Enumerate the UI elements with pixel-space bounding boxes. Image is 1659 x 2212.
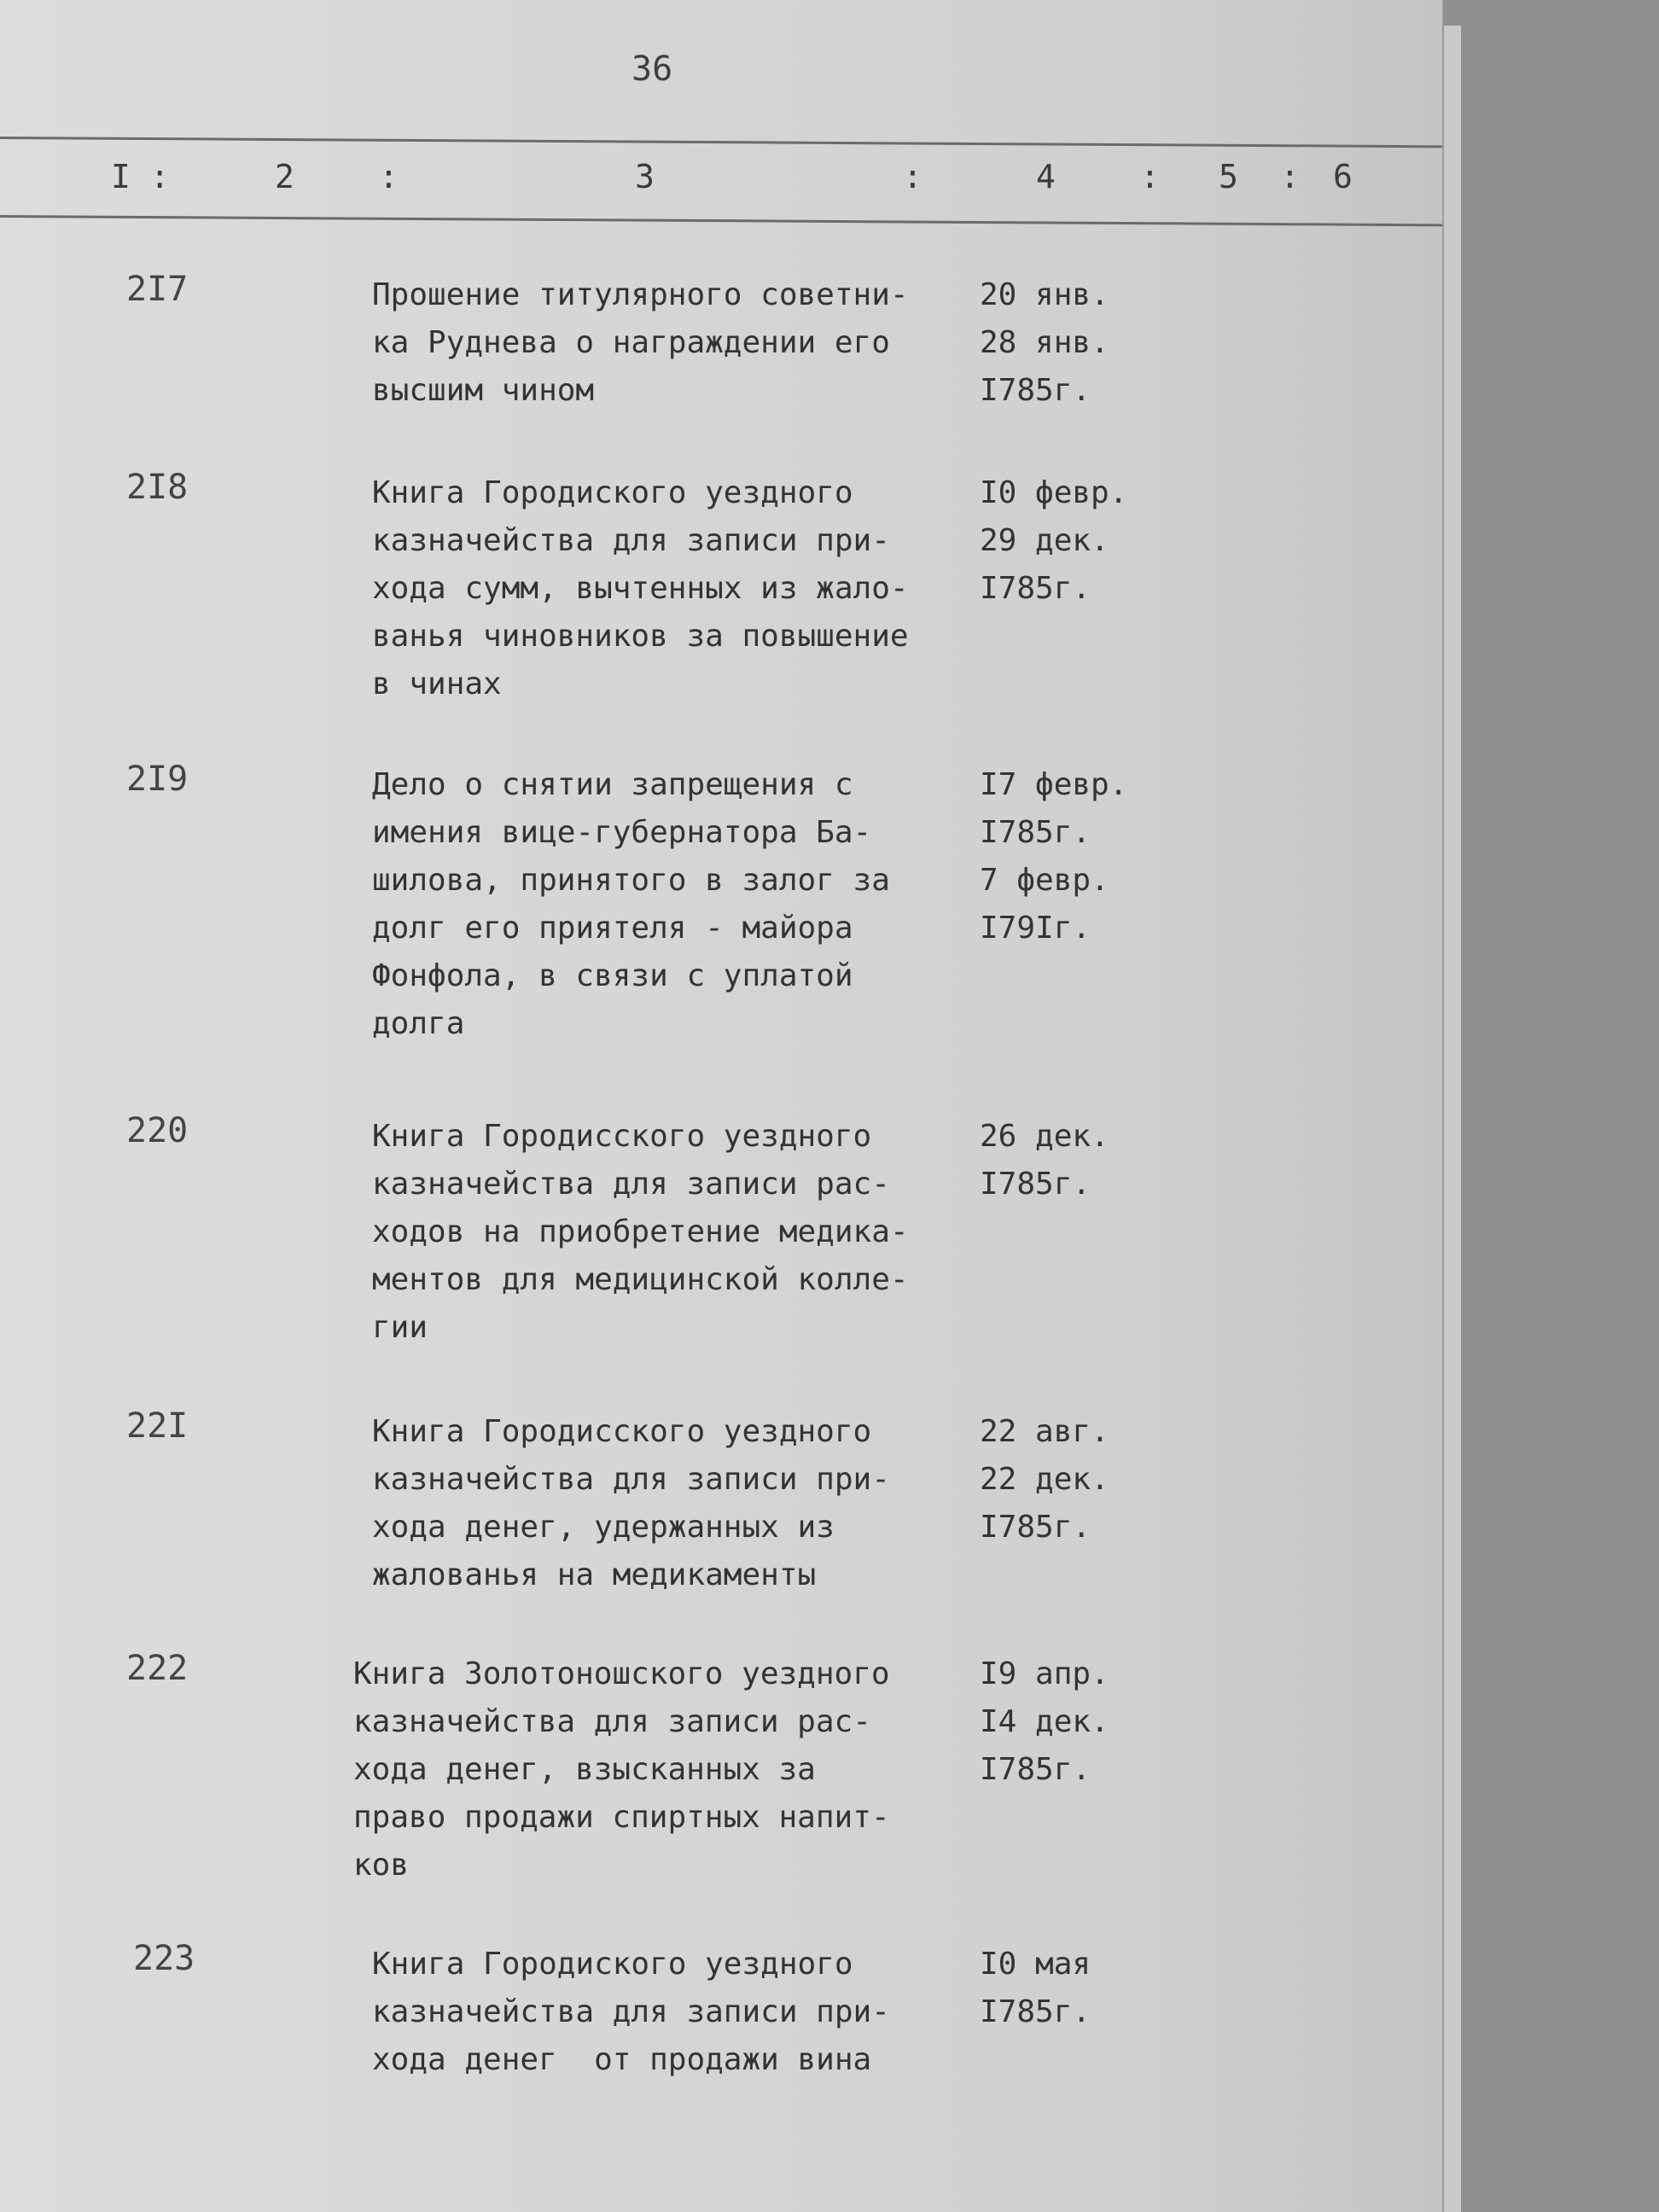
row-description: Книга Городиского уездного казначейства для записи при- хода сумм, вычтенных из жало- ванья чиновников за повышение в чинах [372, 475, 909, 701]
header-col-5: 5 [1219, 158, 1238, 195]
header-col-1: I : [111, 158, 170, 195]
header-sep-4: : [1280, 158, 1300, 195]
header-sep-3: : [1140, 158, 1160, 195]
header-col-3: 3 [635, 158, 655, 195]
row-number: 2I7 [126, 270, 189, 309]
header-col-4: 4 [1036, 158, 1056, 195]
header-rule-bottom [0, 215, 1442, 226]
row-number: 2I9 [126, 760, 189, 799]
row-description: Книга Золотоношского уездного казначейства для записи рас- хода денег, взысканных за право продажи спиртных напит- ков [353, 1656, 890, 1883]
row-description: Книга Городиского уездного казначейства для записи при- хода денег от продажи вина [372, 1947, 890, 2077]
header-col-2: 2 [275, 158, 294, 195]
page-number: 36 [632, 49, 673, 89]
row-description: Прошение титулярного советни- ка Руднева о награждении его высшим чином [372, 277, 909, 408]
header-sep-2: : [903, 158, 923, 195]
row-dates: 26 дек. I785г. [980, 1119, 1109, 1202]
header-col-6: 6 [1333, 158, 1353, 195]
row-description: Книга Городисского уездного казначейства для записи при- хода денег, удержанных из жалованья на медикаменты [372, 1414, 890, 1592]
row-dates: I7 февр. I785г. 7 февр. I79Iг. [980, 767, 1128, 946]
row-number: 223 [133, 1939, 195, 1978]
row-dates: I9 апр. I4 дек. I785г. [980, 1656, 1109, 1787]
row-number: 220 [126, 1111, 189, 1150]
row-number: 22I [126, 1406, 189, 1446]
row-number: 2I8 [126, 468, 189, 507]
row-number: 222 [126, 1649, 189, 1688]
row-dates: I0 февр. 29 дек. I785г. [980, 475, 1128, 606]
row-description: Книга Городисского уездного казначейства для записи рас- ходов на приобретение медика- ментов для медицинской колле- гии [372, 1119, 909, 1345]
header-rule-top [0, 137, 1442, 148]
row-dates: 20 янв. 28 янв. I785г. [980, 277, 1109, 408]
row-dates: I0 мая I785г. [980, 1947, 1091, 2029]
header-sep-1: : [379, 158, 399, 195]
row-description: Дело о снятии запрещения с имения вице-губернатора Ба- шилова, принятого в залог за долг его приятеля - майора Фонфола, в связи с уплатой долга [372, 767, 890, 1041]
row-dates: 22 авг. 22 дек. I785г. [980, 1414, 1109, 1545]
